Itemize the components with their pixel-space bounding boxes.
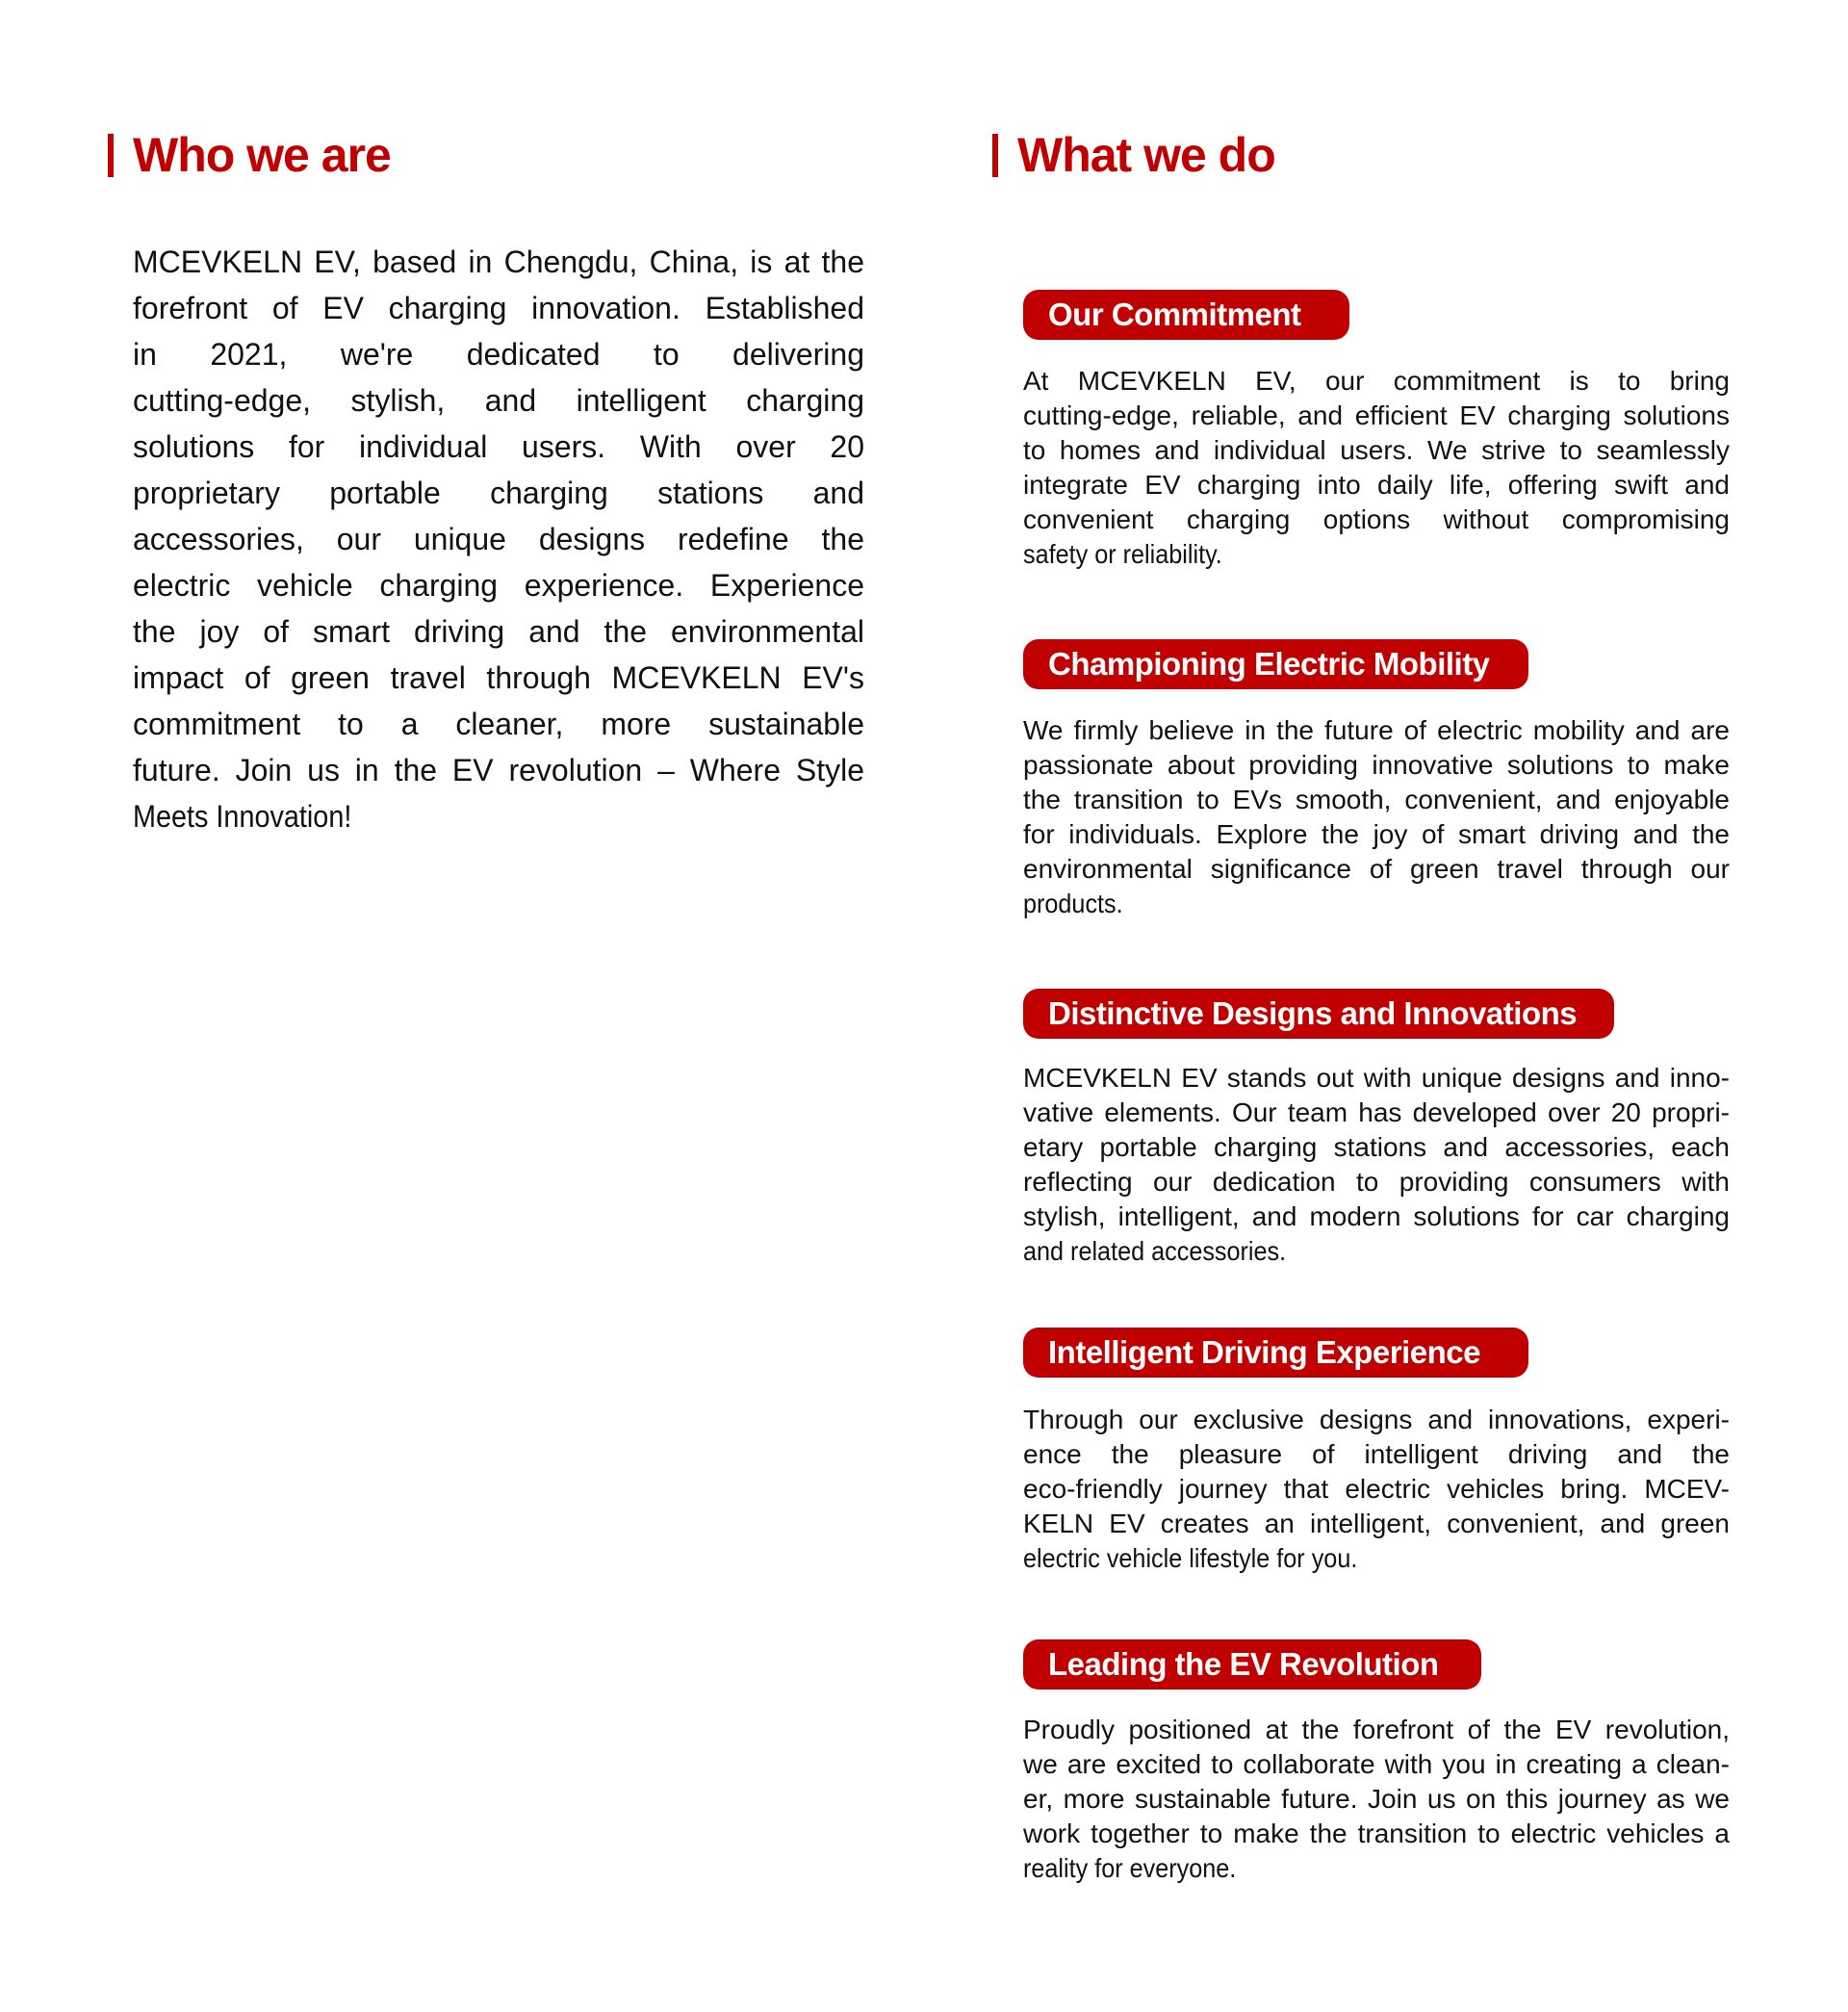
paragraph-line <box>1023 1817 1730 1851</box>
paragraph-line <box>133 424 864 470</box>
section-paragraph-intelligent-driving <box>1023 1403 1730 1576</box>
paragraph-line-text: we are excited to collaborate with you in creating a clean- <box>1023 1749 1730 1779</box>
paragraph-line-text: electric vehicle charging experience. Experience <box>133 568 864 603</box>
paragraph-line-text: safety or reliability. <box>1023 539 1222 569</box>
section-badge-distinctive-designs <box>1023 989 1614 1039</box>
section-badge-championing-electric-mobility <box>1023 639 1528 689</box>
paragraph-line-text: MCEVKELN EV, based in Chengdu, China, is at the <box>133 245 864 279</box>
paragraph-line <box>133 331 864 377</box>
paragraph-line <box>133 239 864 285</box>
paragraph-line-text: passionate about providing innovative solutions to make <box>1023 750 1730 780</box>
paragraph-line-text: cutting-edge, stylish, and intelligent charging <box>133 383 864 418</box>
paragraph-line-text: the joy of smart driving and the environmental <box>133 614 864 649</box>
heading-accent-bar <box>992 134 998 177</box>
paragraph-line <box>1023 1507 1730 1541</box>
paragraph-line <box>1023 1782 1730 1817</box>
paragraph-line-text: KELN EV creates an intelligent, convenient, and green <box>1023 1509 1730 1538</box>
paragraph-line <box>133 793 864 839</box>
paragraph-line <box>1023 399 1730 433</box>
section-badge-leading-ev-revolution <box>1023 1639 1481 1690</box>
paragraph-line <box>133 608 864 655</box>
paragraph-line-text: and related accessories. <box>1023 1236 1287 1266</box>
badge-label: Championing Electric Mobility <box>1048 646 1490 682</box>
paragraph-line <box>133 516 864 562</box>
paragraph-line-text: stylish, intelligent, and modern solutions for car charging <box>1023 1201 1730 1231</box>
paragraph-line <box>1023 468 1730 503</box>
paragraph-line-text: At MCEVKELN EV, our commitment is to bring <box>1023 366 1730 396</box>
section-paragraph-leading-ev-revolution <box>1023 1713 1730 1886</box>
paragraph-line-text: commitment to a cleaner, more sustainable <box>133 707 864 741</box>
section-badge-our-commitment <box>1023 290 1349 340</box>
paragraph-line <box>1023 748 1730 783</box>
paragraph-line <box>1023 1851 1730 1886</box>
paragraph-line <box>1023 1165 1730 1199</box>
paragraph-line-text: Meets Innovation! <box>133 799 352 834</box>
paragraph-line-text: Proudly positioned at the forefront of the EV revolution, <box>1023 1715 1730 1744</box>
section-paragraph-distinctive-designs <box>1023 1061 1730 1269</box>
paragraph-line-text: work together to make the transition to electric vehicles a <box>1023 1819 1730 1848</box>
paragraph-line-text: eco-friendly journey that electric vehicles bring. MCEV- <box>1023 1474 1730 1504</box>
paragraph-line <box>133 285 864 331</box>
paragraph-line <box>1023 1747 1730 1782</box>
who-we-are-heading <box>108 128 391 182</box>
paragraph-line-text: proprietary portable charging stations and <box>133 476 864 510</box>
paragraph-line <box>1023 1403 1730 1437</box>
paragraph-line-text: ence the pleasure of intelligent driving and the <box>1023 1439 1730 1469</box>
paragraph-line-text: accessories, our unique designs redefine the <box>133 522 864 556</box>
heading-accent-bar <box>108 134 114 177</box>
paragraph-line <box>1023 1437 1730 1472</box>
badge-label: Leading the EV Revolution <box>1048 1646 1439 1682</box>
paragraph-line <box>1023 1472 1730 1507</box>
paragraph-line <box>1023 364 1730 399</box>
paragraph-line <box>1023 537 1730 572</box>
paragraph-line-text: the transition to EVs smooth, convenient, and enjoyable <box>1023 785 1730 814</box>
paragraph-line-text: products. <box>1023 889 1123 918</box>
paragraph-line <box>1023 817 1730 852</box>
paragraph-line-text: forefront of EV charging innovation. Established <box>133 291 864 325</box>
paragraph-line-text: for individuals. Explore the joy of smart driving and the <box>1023 819 1730 849</box>
paragraph-line-text: cutting-edge, reliable, and efficient EV charging solutions <box>1023 400 1730 430</box>
paragraph-line-text: integrate EV charging into daily life, offering swift and <box>1023 470 1730 500</box>
paragraph-line <box>1023 887 1730 921</box>
paragraph-line-text: etary portable charging stations and accessories, each <box>1023 1132 1730 1162</box>
paragraph-line-text: reflecting our dedication to providing consumers with <box>1023 1167 1730 1197</box>
paragraph-line-text: electric vehicle lifestyle for you. <box>1023 1543 1358 1573</box>
paragraph-line <box>133 655 864 701</box>
section-paragraph-championing-electric-mobility <box>1023 713 1730 921</box>
paragraph-line <box>1023 1541 1730 1576</box>
paragraph-line <box>1023 1130 1730 1165</box>
paragraph-line-text: er, more sustainable future. Join us on this journey as we <box>1023 1784 1730 1814</box>
paragraph-line <box>1023 783 1730 817</box>
paragraph-line <box>1023 433 1730 468</box>
paragraph-line-text: MCEVKELN EV stands out with unique designs and inno- <box>1023 1063 1730 1093</box>
paragraph-line <box>1023 1061 1730 1096</box>
paragraph-line <box>133 701 864 747</box>
paragraph-line <box>1023 713 1730 748</box>
section-badge-intelligent-driving <box>1023 1328 1528 1378</box>
paragraph-line-text: convenient charging options without compromising <box>1023 504 1730 534</box>
paragraph-line <box>133 470 864 516</box>
paragraph-line-text: future. Join us in the EV revolution – Where Style <box>133 753 864 787</box>
paragraph-line <box>1023 1234 1730 1269</box>
paragraph-line <box>1023 852 1730 887</box>
what-we-do-heading <box>992 128 1275 182</box>
badge-label: Our Commitment <box>1048 297 1301 332</box>
paragraph-line-text: impact of green travel through MCEVKELN EV's <box>133 660 864 695</box>
paragraph-line-text: We firmly believe in the future of electric mobility and are <box>1023 715 1730 745</box>
who-we-are-paragraph <box>133 239 864 839</box>
paragraph-line-text: reality for everyone. <box>1023 1853 1237 1883</box>
paragraph-line-text: environmental significance of green travel through our <box>1023 854 1730 884</box>
paragraph-line-text: in 2021, we're dedicated to delivering <box>133 337 864 372</box>
paragraph-line <box>133 562 864 608</box>
paragraph-line-text: vative elements. Our team has developed over 20 propri- <box>1023 1097 1730 1127</box>
badge-label: Intelligent Driving Experience <box>1048 1334 1480 1370</box>
paragraph-line-text: solutions for individual users. With over 20 <box>133 429 864 464</box>
badge-label: Distinctive Designs and Innovations <box>1048 995 1578 1031</box>
paragraph-line <box>1023 1713 1730 1747</box>
section-paragraph-our-commitment <box>1023 364 1730 572</box>
paragraph-line-text: Through our exclusive designs and innovations, experi- <box>1023 1405 1730 1434</box>
what-we-do-title: What we do <box>1017 128 1275 182</box>
paragraph-line <box>1023 503 1730 537</box>
paragraph-line <box>133 377 864 424</box>
paragraph-line <box>1023 1096 1730 1130</box>
paragraph-line <box>1023 1199 1730 1234</box>
paragraph-line-text: to homes and individual users. We strive to seamlessly <box>1023 435 1730 465</box>
who-we-are-title: Who we are <box>133 128 391 182</box>
paragraph-line <box>133 747 864 793</box>
